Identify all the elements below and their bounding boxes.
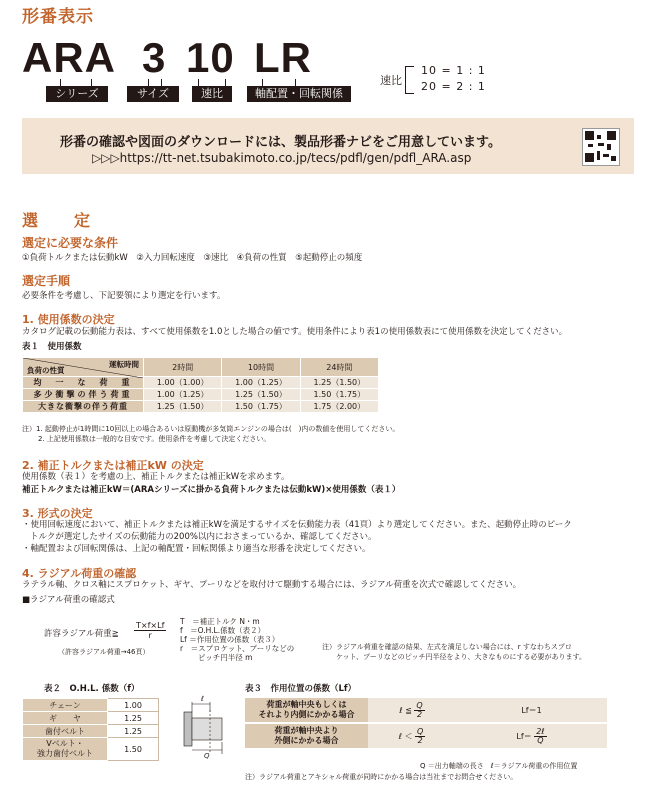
step1-text: カタログ記載の伝動能力表は、すべて使用係数を1.0とした場合の値です。使用条件により表1の使用係数表にて使用係数を決定してください。 <box>22 327 568 337</box>
step4-sub: ■ラジアル荷重の確認式 <box>22 595 115 605</box>
table1-head-load: 負荷の性質 <box>27 366 65 375</box>
table-row: 均 一 な 荷 重 1.00（1.00） 1.00（1.25） 1.25（1.50） <box>23 377 379 389</box>
table1-note2: 2. 上記使用係数は一般的な目安です。使用条件を考慮して決定ください。 <box>38 435 271 443</box>
label-ratio: 速比 <box>192 86 232 102</box>
table1-head-time: 運転時間 <box>109 360 139 369</box>
diagram-len-label: ℓ <box>201 695 204 703</box>
formula-numerator: T×f×Lf <box>136 621 165 630</box>
table3-note: 注）ラジアル荷重とアキシャル荷重が同時にかかる場合は当社までお問合せください。 <box>245 773 518 781</box>
table1-corner-cell <box>23 358 144 377</box>
qr-code[interactable] <box>582 128 620 166</box>
banner-url-link[interactable]: ▷▷▷https://tt-net.tsubakimoto.co.jp/tecs/pdfl/gen/pdfl_ARA.asp <box>92 151 472 165</box>
table1-note1: 注）1. 起動停止が1時間に10回以上の場合あるいは原動機が多気筒エンジンの場合は( )内の数値を使用してください。 <box>22 425 400 433</box>
step3-text2: トルクが選定したサイズの伝動能力の200%以内におさまっているか、確認してください。 <box>30 532 377 542</box>
model-code-size: 3 <box>142 34 167 81</box>
label-series: シリーズ <box>46 86 108 102</box>
formula-legend: T ＝補正トルク N・m f ＝O.H.L.係数（表２） Lf ＝作用位置の係数（表３） r ＝スプロケット、プーリなどの ピッチ円半径 m <box>180 617 295 662</box>
step2-formula: 補正トルクまたは補正kW＝(ARAシリーズに掛かる負荷トルクまたは伝動kW)×使用係数（表１） <box>22 485 401 495</box>
step4-text: ラテラル軸、クロス軸にスプロケット、ギヤ、プーリなどを取付けて駆動する場合には、ラジアル荷重を次式で確認してください。 <box>22 580 522 590</box>
step4-heading: 4. ラジアル荷重の確認 <box>22 567 137 580</box>
table1-caption: 表１ 使用係数 <box>22 342 82 352</box>
step1-heading: 1. 使用係数の決定 <box>22 313 115 326</box>
label-size: サイズ <box>127 86 179 102</box>
ratio-brace <box>405 66 414 94</box>
step3-heading: 3. 形式の決定 <box>22 507 93 520</box>
table-row: 荷重が軸中央より 外側にかかる場合 ℓ ＜ $\frac{Q}{2}$ Lf＝ $\frac{\text{2ℓ}}{Q}$ <box>245 724 607 748</box>
ohl-factor-table <box>22 698 159 761</box>
table-row: 多少衝撃の伴う荷重 1.00（1.25） 1.25（1.50） 1.50（1.75） <box>23 389 379 401</box>
table3-caption: 表３ 作用位置の係数（Lf） <box>245 684 357 694</box>
formula-fraction <box>134 622 166 641</box>
ratio-value-10: 10 = 1 : 1 <box>421 64 486 77</box>
table-row: 歯付ベルト 1.25 <box>23 725 159 738</box>
step2-heading: 2. 補正トルクまたは補正kW の決定 <box>22 459 204 472</box>
formula-note2: ケット、プーリなどのピッチ円半径をより、大きなものにする必要があります。 <box>336 653 586 661</box>
formula-ref: （許容ラジアル荷重→46頁） <box>58 648 150 656</box>
step3-text3: ・軸配置および回転関係は、上記の軸配置・回転関係より適当な形番を決定してください。 <box>22 544 371 554</box>
formula-denominator: r <box>148 631 152 640</box>
table1-col-10h: 10時間 <box>222 358 300 377</box>
ratio-legend-label: 速比 <box>380 74 402 87</box>
model-code-series: ARA <box>22 34 116 81</box>
table-row: ギ ヤ 1.25 <box>23 712 159 725</box>
procedure-text: 必要条件を考慮し、下記要領により選定を行います。 <box>22 291 226 301</box>
table3-legend: Q ＝出力軸端の長さ ℓ＝ラジアル荷重の作用位置 <box>420 762 578 770</box>
model-code-ratio: 10 <box>186 34 235 81</box>
position-factor-table <box>245 698 607 748</box>
formula-lhs: 許容ラジアル荷重≧ <box>44 629 119 639</box>
diagram-q-label: Q <box>204 752 210 760</box>
model-code-shaft: LR <box>254 34 312 81</box>
table-row: Vベルト・ 強力歯付ベルト 1.50 <box>23 738 159 761</box>
label-shaft: 軸配置・回転関係 <box>247 86 351 102</box>
step2-text: 使用係数（表１）を考慮の上、補正トルクまたは補正kWを求めます。 <box>22 472 290 482</box>
table1-col-2h: 2時間 <box>144 358 222 377</box>
table-row: 大きな衝撃の伴う荷重 1.25（1.50） 1.50（1.75） 1.75（2.00） <box>23 401 379 413</box>
conditions-text: ①負荷トルクまたは伝動kW ②入力回転速度 ③速比 ④負荷の性質 ⑤起動停止の頻度 <box>22 253 363 263</box>
ratio-value-20: 20 = 2 : 1 <box>421 80 486 93</box>
banner-message: 形番の確認や図面のダウンロードには、製品形番ナビをご用意しています。 <box>60 135 501 150</box>
formula-note1: 注）ラジアル荷重を確認の結果、左式を満足しない場合には、r すなわちスプロ <box>322 643 572 651</box>
table1-col-24h: 24時間 <box>300 358 378 377</box>
selection-heading: 選 定 <box>22 211 101 230</box>
table2-caption: 表２ O.H.L. 係数（f） <box>44 684 140 694</box>
conditions-heading: 選定に必要な条件 <box>22 236 119 250</box>
model-section-title: 形番表示 <box>22 7 94 27</box>
service-factor-table <box>22 357 379 413</box>
step3-text1: ・使用回転速度において、補正トルクまたは補正kWを満足するサイズを伝動能力表（41頁）より選定してください。また、起動停止時のピーク <box>22 520 572 530</box>
table-row: チェーン 1.00 <box>23 699 159 712</box>
table-row: 荷重が軸中央もしくは それより内側にかかる場合 ℓ ≦ $\frac{Q}{2}$ Lf＝1 <box>245 698 607 722</box>
procedure-heading: 選定手順 <box>22 274 71 288</box>
